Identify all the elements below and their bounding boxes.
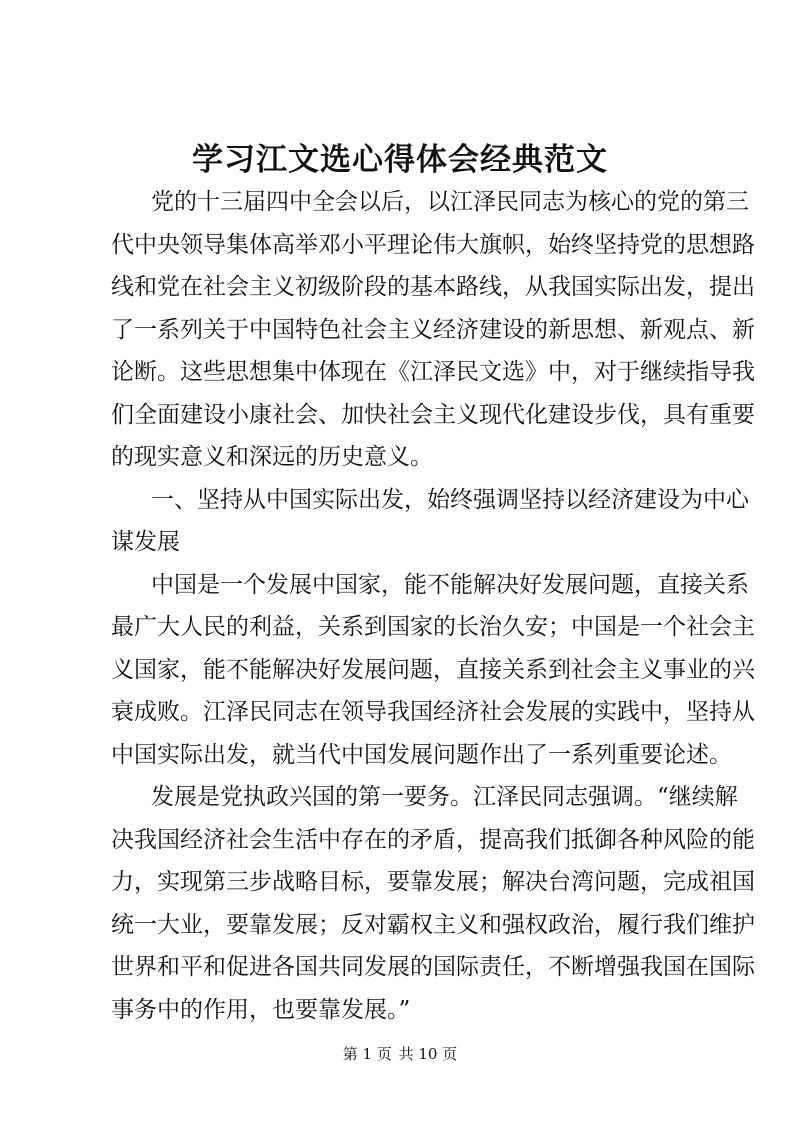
document-title: 学习江文选心得体会经典范文 bbox=[192, 142, 608, 178]
paragraph-3-line-6: 事务中的作用，也要靠发展。” bbox=[111, 996, 411, 1023]
paragraph-2-line-4: 衰成败。江泽民同志在领导我国经济社会发展的实践中，坚持从 bbox=[111, 699, 755, 725]
page-total: 共 10 页 bbox=[398, 1045, 458, 1063]
paragraph-2-line-5: 中国实际出发，就当代中国发展问题作出了一系列重要论述。 bbox=[111, 741, 732, 768]
paragraph-3-line-4: 统一大业，要靠发展；反对霸权主义和强权政治，履行我们维护 bbox=[111, 911, 755, 938]
paragraph-3-line-5: 世界和平和促进各国共同发展的国际责任，不断增强我国在国际 bbox=[111, 954, 755, 980]
paragraph-2-line-2: 最广大人民的利益，关系到国家的长治久安；中国是一个社会主 bbox=[111, 614, 755, 640]
paragraph-3-line-1: 发展是党执政兴国的第一要务。江泽民同志强调。“继续解 bbox=[151, 784, 738, 810]
document-body bbox=[111, 181, 755, 1031]
paragraph-3-line-3: 力，实现第三步战略目标，要靠发展；解决台湾问题，完成祖国 bbox=[111, 869, 755, 895]
paragraph-1-line-3: 线和党在社会主义初级阶段的基本路线，从我国实际出发，提出 bbox=[111, 274, 755, 300]
section-heading-line-1: 一、坚持从中国实际出发，始终强调坚持以经济建设为中心 bbox=[151, 486, 749, 513]
page-number: 第 1 页 bbox=[342, 1045, 392, 1063]
section-heading-line-2: 谋发展 bbox=[111, 529, 180, 555]
paragraph-1-line-2: 代中央领导集体高举邓小平理论伟大旗帜，始终坚持党的思想路 bbox=[111, 231, 755, 258]
paragraph-3-line-2: 决我国经济社会生活中存在的矛盾，提高我们抵御各种风险的能 bbox=[111, 826, 755, 853]
paragraph-2-line-1: 中国是一个发展中国家，能不能解决好发展问题，直接关系 bbox=[151, 571, 749, 598]
paragraph-2-line-3: 义国家，能不能解决好发展问题，直接关系到社会主义事业的兴 bbox=[111, 656, 755, 683]
paragraph-1-line-1: 党的十三届四中全会以后，以江泽民同志为核心的党的第三 bbox=[151, 189, 749, 215]
page-footer bbox=[0, 1044, 800, 1064]
paragraph-1-line-6: 们全面建设小康社会、加快社会主义现代化建设步伐，具有重要 bbox=[111, 401, 755, 428]
paragraph-1-line-4: 了一系列关于中国特色社会主义经济建设的新思想、新观点、新 bbox=[111, 316, 755, 343]
paragraph-1-line-5: 论断。这些思想集中体现在《江泽民文选》中，对于继续指导我 bbox=[111, 359, 755, 385]
paragraph-1-line-7: 的现实意义和深远的历史意义。 bbox=[111, 444, 433, 470]
